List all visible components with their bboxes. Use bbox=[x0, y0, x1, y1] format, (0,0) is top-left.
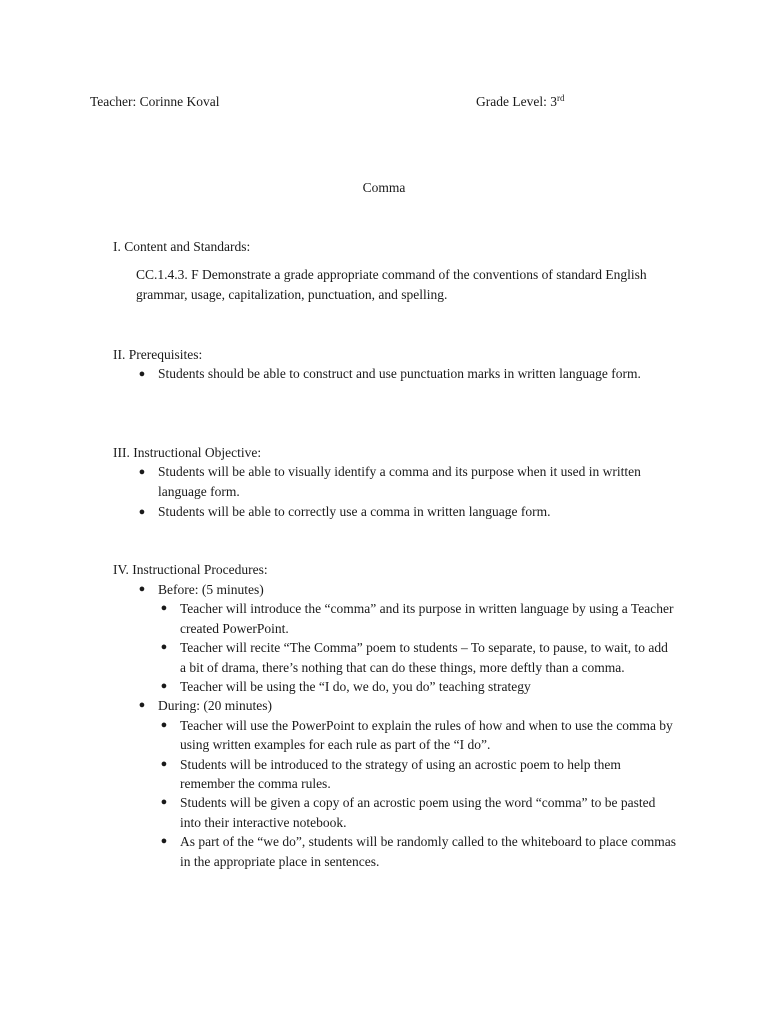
list-item-text: Teacher will recite “The Comma” poem to students – To separate, to pause, to wait, to add a bit of drama, there’s nothing that can do these things, more deftly than a comma. bbox=[180, 640, 668, 675]
list-item bbox=[136, 462, 676, 502]
procedures-list bbox=[136, 580, 676, 871]
teacher-name: Teacher: Corinne Koval bbox=[90, 94, 220, 109]
prerequisites-list bbox=[136, 364, 676, 384]
content-standards-heading: I. Content and Standards: bbox=[113, 239, 251, 254]
grade-level-label: Grade Level: 3 bbox=[476, 94, 557, 109]
list-item bbox=[136, 502, 676, 522]
list-item-text: Teacher will be using the “I do, we do, you do” teaching strategy bbox=[180, 679, 531, 695]
bullet-icon: ● bbox=[138, 583, 146, 595]
grade-level-superscript: rd bbox=[556, 93, 565, 103]
list-item bbox=[158, 677, 676, 696]
list-item bbox=[158, 638, 676, 677]
list-item bbox=[158, 599, 676, 638]
objective-list bbox=[136, 462, 676, 522]
list-item bbox=[158, 755, 676, 794]
list-item bbox=[136, 364, 676, 384]
list-item-before bbox=[136, 580, 676, 696]
list-item-text: As part of the “we do”, students will be randomly called to the whiteboard to place commas in the appropriate place in sentences. bbox=[180, 834, 676, 869]
objective-heading: III. Instructional Objective: bbox=[113, 445, 262, 460]
list-item-text: Students should be able to construct and use punctuation marks in written language form. bbox=[158, 366, 641, 381]
bullet-icon: ● bbox=[160, 680, 168, 693]
list-item bbox=[158, 716, 676, 755]
bullet-icon: ● bbox=[138, 506, 146, 518]
before-label: Before: (5 minutes) bbox=[158, 582, 264, 597]
list-item bbox=[158, 793, 676, 832]
list-item-text: Students will be able to visually identify a comma and its purpose when it used in written language form. bbox=[158, 464, 641, 499]
bullet-icon: ● bbox=[138, 466, 146, 478]
list-item-text: Students will be introduced to the strategy of using an acrostic poem to help them remember the comma rules. bbox=[180, 756, 621, 792]
list-item-text: Teacher will introduce the “comma” and its purpose in written language by using a Teacher created PowerPoint. bbox=[180, 601, 674, 636]
during-label: During: (20 minutes) bbox=[158, 698, 272, 714]
list-item-text: Students will be able to correctly use a comma in written language form. bbox=[158, 504, 551, 519]
procedures-heading: IV. Instructional Procedures: bbox=[113, 562, 268, 577]
bullet-icon: ● bbox=[160, 602, 168, 615]
list-item bbox=[158, 832, 676, 871]
document-title: Comma bbox=[362, 180, 406, 195]
list-item-text: Teacher will use the PowerPoint to explain the rules of how and when to use the comma by using written examples for each rule as part of the “I do”. bbox=[180, 717, 673, 753]
before-sublist bbox=[158, 599, 676, 696]
bullet-icon: ● bbox=[160, 641, 168, 654]
grade-level bbox=[476, 92, 564, 111]
list-item-during bbox=[136, 696, 676, 871]
during-sublist bbox=[158, 716, 676, 871]
list-item-text: Students will be given a copy of an acrostic poem using the word “comma” to be pasted into their interactive notebook. bbox=[180, 795, 656, 830]
document-header bbox=[90, 92, 690, 112]
prerequisites-heading: II. Prerequisites: bbox=[113, 347, 203, 362]
bullet-icon: ● bbox=[138, 699, 146, 712]
bullet-icon: ● bbox=[160, 796, 168, 809]
bullet-icon: ● bbox=[138, 368, 146, 380]
bullet-icon: ● bbox=[160, 835, 168, 848]
bullet-icon: ● bbox=[160, 718, 168, 731]
content-standard-text: CC.1.4.3. F Demonstrate a grade appropriate command of the conventions of standard English grammar, usage, capitalization, punctuation, and spelling. bbox=[136, 267, 647, 302]
bullet-icon: ● bbox=[160, 757, 168, 770]
